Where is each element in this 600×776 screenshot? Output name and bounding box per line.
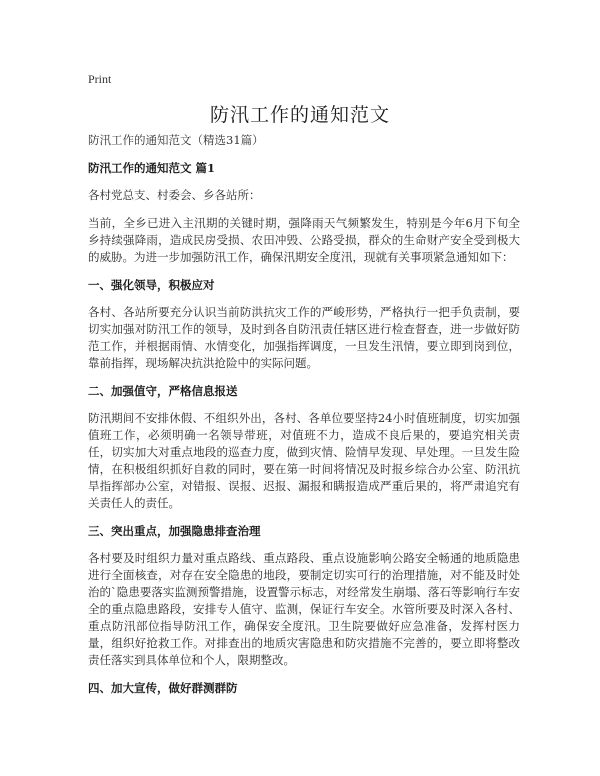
section-title: 防汛工作的通知范文 篇1 (88, 161, 216, 175)
intro-paragraph: 当前，全乡已进入主汛期的关键时期，强降雨天气频繁发生，特别是今年6月下旬全乡持续强降雨，造成民房受损、农田冲毁、公路受损，群众的生命财产安全受到极大的威胁。为进一步加强防汛工作，确保汛期安全度汛，现就有关事项紧急通知如下： (88, 216, 520, 264)
section-heading-3: 三、突出重点，加强隐患排查治理 (88, 524, 261, 538)
salutation: 各村党总支、村委会、乡各站所： (88, 188, 261, 202)
section-body-3: 各村要及时组织力量对重点路线、重点路段、重点设施影响公路安全畅通的地质隐患进行全面核查，对存在安全隐患的地段，要制定切实可行的治理措施，对不能及时处治的`隐患要落实监测预警措施，设置警示标志，对经常发生崩塌、落石等影响行车安全的重点隐患路段，安排专人值守、监测，保证行车安全。水管所要及时深入各村、重点防汛部位指导防汛工作，确保安全度汛。卫生院要做好应急准备，发挥村医力量，组织好抢救工作。对排查出的地质灾害隐患和防灾措施不完善的，要立即将整改责任落实到具体单位和个人，限期整改。 (88, 551, 520, 667)
page-title: 防汛工作的通知范文 (209, 104, 390, 126)
section-heading-2: 二、加强值守，严格信息报送 (88, 384, 238, 398)
print-link[interactable]: Print (88, 72, 112, 86)
section-heading-4: 四、加大宣传，做好群测群防 (88, 681, 238, 695)
section-body-2: 防汛期间不安排休假、不组织外出，各村、各单位要坚持24小时值班制度，切实加强值班工作，必须明确一名领导带班，对值班不力，造成不良后果的，要追究相关责任，切实加大对重点地段的巡查力度，做到灾情、险情早发现、早处理。一旦发生险情，在积极组织抓好自救的同时，要在第一时间将情况及时报乡综合办公室、防汛抗旱指挥部办公室，对错报、误报、迟报、漏报和瞒报造成严重后果的，将严肃追究有关责任人的责任。 (88, 411, 520, 510)
section-heading-1: 一、强化领导，积极应对 (88, 278, 215, 292)
article-body (88, 132, 520, 707)
section-body-1: 各村、各站所要充分认识当前防洪抗灾工作的严峻形势，严格执行一把手负责制，要切实加强对防汛工作的领导，及时到各自防汛责任辖区进行检查督查，进一步做好防范工作，并根据雨情、水情变化，加强指挥调度，一旦发生汛情，要立即到岗到位，靠前指挥，现场解决抗洪抢险中的实际问题。 (88, 305, 520, 370)
article-subtitle: 防汛工作的通知范文（精选31篇） (88, 133, 264, 147)
